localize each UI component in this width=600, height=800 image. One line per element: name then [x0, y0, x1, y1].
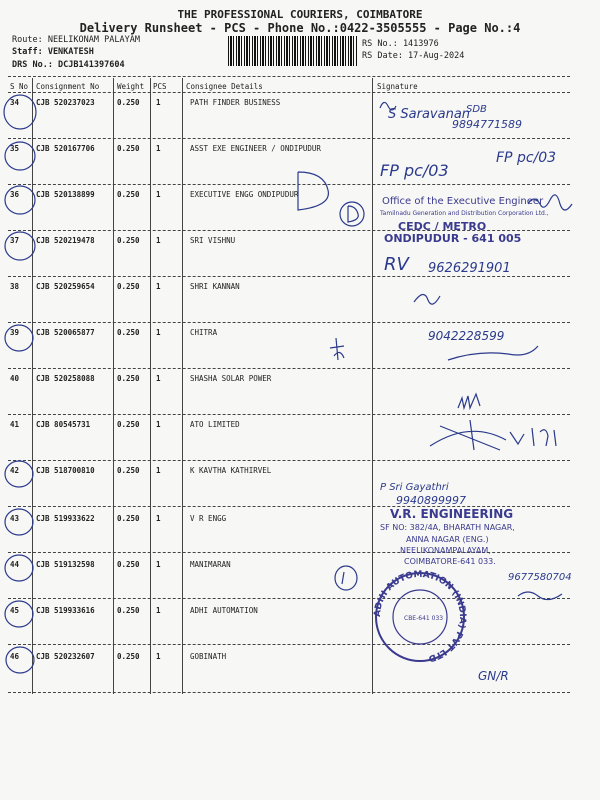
row-sno: 37	[10, 236, 20, 245]
d-mark	[298, 172, 328, 210]
stamp-line: ANNA NAGAR (ENG.)	[406, 535, 489, 544]
row-weight: 0.250	[117, 420, 140, 429]
stamp-line: CEDC / METRO	[398, 220, 487, 233]
runsheet-title: Delivery Runsheet - PCS - Phone No.:0422-3505555 - Page No.:4	[79, 21, 521, 35]
signature-scribble	[532, 428, 556, 446]
row-sno: 44	[10, 560, 20, 569]
row-consignee: EXECUTIVE ENGG ONDIPUDUR	[190, 190, 299, 199]
col-header-consignee: Consignee Details	[186, 82, 263, 91]
row-sno: 35	[10, 144, 20, 153]
circle-mark	[5, 555, 33, 581]
row-weight: 0.250	[117, 236, 140, 245]
row-consignee: V R ENGG	[190, 514, 227, 523]
row-sno: 43	[10, 514, 20, 523]
circle-mark	[5, 232, 35, 260]
rs-date: RS Date: 17-Aug-2024	[362, 51, 465, 61]
row-pcs: 1	[156, 98, 161, 107]
stamp-line: Office of the Executive Engineer	[382, 196, 544, 207]
row-pcs: 1	[156, 420, 161, 429]
circle-mark	[5, 325, 33, 351]
row-weight: 0.250	[117, 652, 140, 661]
handwritten-note: SDB	[466, 104, 487, 115]
d-mark	[348, 206, 358, 222]
stamp-line: Tamilnadu Generation and Distribution Corporation Ltd.,	[380, 210, 549, 217]
row-consignee: MANIMARAN	[190, 560, 231, 569]
row-sno: 34	[10, 98, 20, 107]
row-sno: 39	[10, 328, 20, 337]
row-consignment: CJB 520065877	[36, 328, 95, 337]
stamp-line: COIMBATORE-641 033.	[404, 557, 496, 566]
handwritten-initials: RV	[384, 254, 409, 275]
col-header-signature: Signature	[377, 82, 418, 91]
row-consignee: SHASHA SOLAR POWER	[190, 374, 272, 383]
col-header-weight: Weight	[117, 82, 145, 91]
circle-mark	[5, 186, 35, 214]
row-weight: 0.250	[117, 606, 140, 615]
row-pcs: 1	[156, 236, 161, 245]
row-pcs: 1	[156, 466, 161, 475]
seal-text: ADHI AUTOMATION (INDIA) PVT LTD	[372, 569, 468, 664]
row-pcs: 1	[156, 560, 161, 569]
col-header-sno: S No	[10, 82, 29, 91]
staff-label: Staff: VENKATESH	[12, 47, 94, 57]
signature-scribble	[414, 294, 440, 304]
row-weight: 0.250	[117, 282, 140, 291]
signature-scribble	[518, 592, 562, 600]
handwritten-phone: 9940899997	[396, 494, 466, 507]
row-weight: 0.250	[117, 144, 140, 153]
row-consignee: GOBINATH	[190, 652, 227, 661]
row-weight: 0.250	[117, 514, 140, 523]
row-weight: 0.250	[117, 374, 140, 383]
row-consignment: CJB 520138899	[36, 190, 95, 199]
row-sno: 46	[10, 652, 20, 661]
row-sno: 41	[10, 420, 20, 429]
handwritten-name: P Sri Gayathri	[380, 482, 449, 493]
row-weight: 0.250	[117, 190, 140, 199]
row-consignee: K KAVTHA KATHIRVEL	[190, 466, 272, 475]
circle-mark	[340, 202, 364, 226]
handwritten-name: S Saravanan	[388, 107, 471, 122]
handwritten-initials: GN/R	[478, 669, 509, 683]
svg-text:CBE-641 033: CBE-641 033	[404, 615, 444, 622]
circle-mark	[4, 95, 36, 129]
row-sno: 40	[10, 374, 20, 383]
route-label: Route: NEELIKONAM PALAYAM	[12, 35, 140, 45]
circle-mark	[5, 601, 33, 627]
drs-number: DRS No.: DCJB141397604	[12, 60, 125, 70]
handwritten-phone: 9042228599	[428, 329, 505, 343]
row-pcs: 1	[156, 374, 161, 383]
row-consignment: CJB 80545731	[36, 420, 91, 429]
row-consignee: ADHI AUTOMATION	[190, 606, 258, 615]
circle-mark	[5, 509, 33, 535]
row-pcs: 1	[156, 144, 161, 153]
row-consignee: PATH FINDER BUSINESS	[190, 98, 281, 107]
row-consignment: CJB 520237023	[36, 98, 95, 107]
row-consignment: CJB 520219478	[36, 236, 95, 245]
row-weight: 0.250	[117, 98, 140, 107]
circle-mark	[335, 566, 357, 590]
signature-scribble	[430, 420, 524, 450]
row-sno: 38	[10, 282, 20, 291]
circle-mark	[6, 647, 34, 673]
circle-mark	[5, 461, 33, 487]
handwritten-phone: 9677580704	[508, 572, 572, 583]
stamp-line: ONDIPUDUR - 641 005	[384, 232, 522, 245]
company-title: THE PROFESSIONAL COURIERS, COIMBATORE	[177, 8, 423, 21]
row-pcs: 1	[156, 328, 161, 337]
row-consignment: CJB 519132598	[36, 560, 95, 569]
row-pcs: 1	[156, 652, 161, 661]
row-consignment: CJB 518700810	[36, 466, 95, 475]
row-pcs: 1	[156, 606, 161, 615]
row-consignment: CJB 520258088	[36, 374, 95, 383]
handwritten-note: FP pc/03	[380, 161, 449, 180]
row-consignment: CJB 519933616	[36, 606, 95, 615]
row-consignee: ATO LIMITED	[190, 420, 240, 429]
row-sno: 45	[10, 606, 20, 615]
row-weight: 0.250	[117, 328, 140, 337]
col-header-pcs: PCS	[153, 82, 167, 91]
stamp-line: NEELIKONAMPALAYAM,	[400, 546, 491, 555]
row-consignment: CJB 520232607	[36, 652, 95, 661]
signature-scribble	[448, 346, 538, 360]
circle-mark	[5, 142, 35, 170]
row-consignment: CJB 520167706	[36, 144, 95, 153]
row-sno: 42	[10, 466, 20, 475]
row-consignee: SHRI KANNAN	[190, 282, 240, 291]
row-weight: 0.250	[117, 560, 140, 569]
row-consignee: SRI VISHNU	[190, 236, 236, 245]
row-pcs: 1	[156, 190, 161, 199]
row-pcs: 1	[156, 514, 161, 523]
tick-mark	[342, 572, 344, 584]
row-consignment: CJB 520259654	[36, 282, 95, 291]
signature-scribble	[458, 394, 480, 408]
row-weight: 0.250	[117, 466, 140, 475]
row-sno: 36	[10, 190, 20, 199]
row-pcs: 1	[156, 282, 161, 291]
row-consignee: CHITRA	[190, 328, 218, 337]
tick-mark	[330, 338, 344, 360]
rs-number: RS No.: 1413976	[362, 39, 439, 49]
stamp-line: SF NO: 382/4A, BHARATH NAGAR,	[380, 523, 515, 532]
row-consignee: ASST EXE ENGINEER / ONDIPUDUR	[190, 144, 321, 153]
col-header-consignment: Consignment No	[36, 82, 100, 91]
stamp-line: V.R. ENGINEERING	[390, 507, 514, 521]
handwritten-phone: 9626291901	[428, 261, 511, 276]
handwritten-note: FP pc/03	[496, 150, 557, 166]
row-consignment: CJB 519933622	[36, 514, 95, 523]
handwritten-phone: 9894771589	[452, 118, 522, 131]
company-seal	[373, 570, 467, 663]
